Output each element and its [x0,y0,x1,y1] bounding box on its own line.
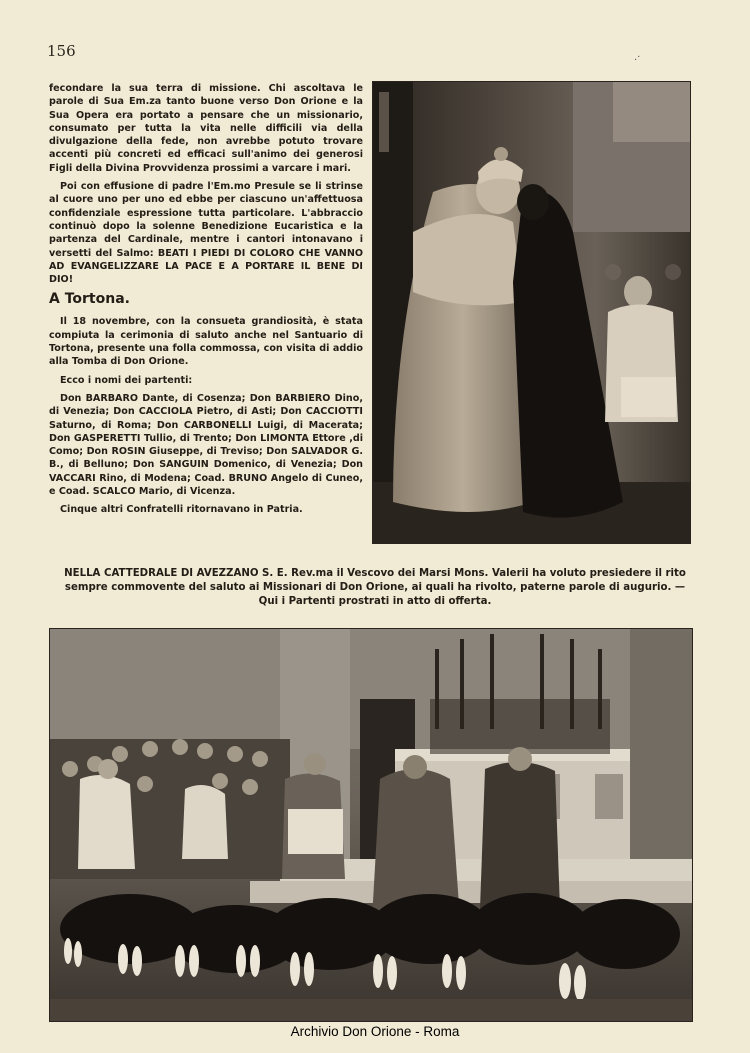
article-paragraph: Ecco i nomi dei partenti: [60,374,193,386]
archive-credit: Archivio Don Orione - Roma [290,1024,460,1039]
article-paragraph: Cinque altri Confratelli ritornavano in Patria. [60,504,303,516]
photo-caption: NELLA CATTEDRALE DI AVEZZANO S. E. Rev.ma il Vescovo dei Marsi Mons. Valerii ha voluto presiedere il rito sempre commovente del saluto ai Missionari di Don Orione, ai quali ha rivolto, paterne parole di augurio. — Qui i Partenti prostrati in atto di offerta. [64,568,686,607]
article-column [49,82,363,522]
print-speck: .· [634,52,641,63]
photo-cardinal-embrace [372,81,691,544]
photo-prostrate-missionaries [49,628,693,1022]
article-paragraph: fecondare la sua terra di missione. Chi ascoltava le parole di Sua Em.za tanto buone verso Don Orione e la Sua Opera era portato a pensare che un missionario, consumato per tutta la vita nelle difficili via della divulgazione della fede, non avrebbe potuto trovare accenti più concreti ed efficaci sull'animo dei generosi Figli della Divina Provvidenza prossimi a varcare i mari. [49,83,363,174]
article-paragraph: Poi con effusione di padre l'Em.mo Presule se li strinse al cuore uno per uno ed ebbe per ciascuno un'affettuosa confidenziale espressione tutta particolare. L'abbraccio continuò dopo la solenne Benedizione Eucaristica e la partenza del Cardinale, mentre i cantori intonavano i versetti del Salmo: BEATI I PIEDI DI COLORO CHE VANNO AD EVANGELIZZARE LA PACE E A PORTARE IL BENE DI DIO! [49,181,363,286]
names-list: Don BARBARO Dante, di Cosenza; Don BARBIERO Dino, di Venezia; Don CACCIOLA Pietro, di Asti; Don CACCIOTTI Saturno, di Roma; Don CARBONELLI Luigi, di Macerata; Don GASPERETTI Tullio, di Trento; Don LIMONTA Ettore ,di Como; Don ROSIN Giuseppe, di Treviso; Don SALVADOR G. B., di Belluno; Don SANGUIN Domenico, di Venezia; Don VACCARI Rino, di Modena; Coad. BRUNO Angelo di Cuneo, e Coad. SCALCO Mario, di Vicenza. [49,392,363,498]
article-paragraph: Il 18 novembre, con la consueta grandiosità, è stata compiuta la cerimonia di saluto anche nel Santuario di Tortona, presente una folla commossa, con visita di addio alla Tomba di Don Orione. [49,316,363,368]
page-number: 156 [47,42,76,60]
section-heading: A Tortona. [49,291,130,308]
